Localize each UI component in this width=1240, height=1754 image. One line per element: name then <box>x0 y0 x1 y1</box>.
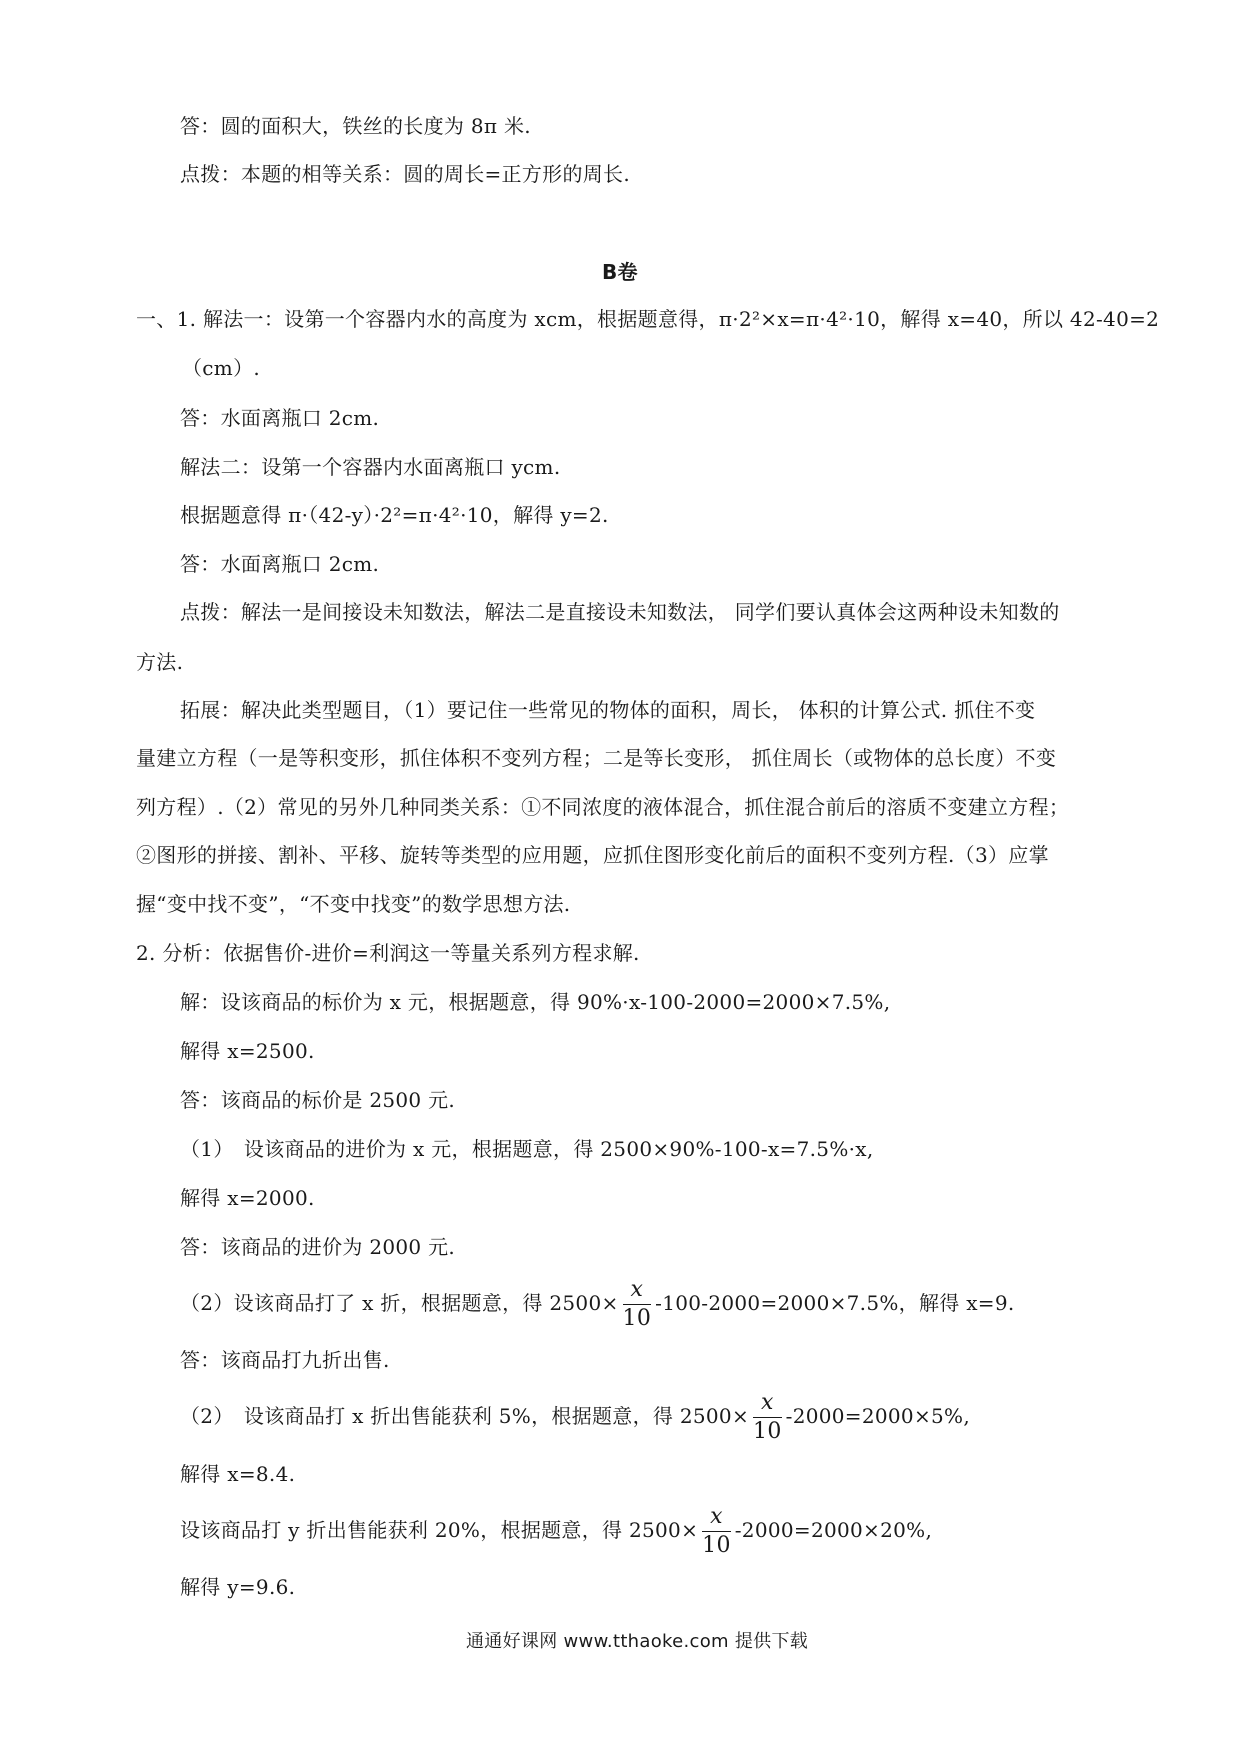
solution-line-with-fraction <box>180 1278 1015 1331</box>
text-segment: （2） 设该商品打 x 折出售能获利 5%，根据题意，得 2500× <box>180 1404 750 1429</box>
text-segment: （2）设该商品打了 x 折，根据题意，得 2500× <box>180 1291 619 1316</box>
fraction-denominator: 10 <box>702 1533 731 1559</box>
solution-line: 解：设该商品的标价为 x 元，根据题意，得 90%·x-100-2000=2000×7.5%, <box>180 990 891 1014</box>
hint-line: 点拨：本题的相等关系：圆的周长=正方形的周长. <box>180 162 631 186</box>
text-segment: 设该商品打 y 折出售能获利 20%，根据题意，得 2500× <box>180 1518 699 1543</box>
problem-1-solution-2: 解法二：设第一个容器内水面离瓶口 ycm. <box>180 455 561 479</box>
page-footer: 通通好课网 www.tthaoke.com 提供下载 <box>466 1631 809 1652</box>
result-line: 解得 x=8.4. <box>180 1462 296 1486</box>
answer-line: 答：圆的面积大，铁丝的长度为 8π 米. <box>180 114 531 138</box>
text-segment: -100-2000=2000×7.5%，解得 x=9. <box>655 1291 1015 1316</box>
answer-line: 答：水面离瓶口 2cm. <box>180 552 380 576</box>
fraction <box>753 1391 782 1444</box>
hint-line-cont: 方法. <box>136 650 184 674</box>
result-line: 解得 x=2000. <box>180 1186 315 1210</box>
result-line: 解得 y=9.6. <box>180 1575 296 1599</box>
extension-line: 握“变中找不变”，“不变中找变”的数学思想方法. <box>136 892 571 916</box>
fraction-denominator: 10 <box>622 1306 652 1332</box>
solution-line-with-fraction <box>180 1505 932 1558</box>
fraction <box>702 1505 731 1558</box>
answer-line: 答：该商品的进价为 2000 元. <box>180 1235 456 1259</box>
fraction <box>623 1278 652 1331</box>
problem-2-analysis: 2. 分析：依据售价-进价=利润这一等量关系列方程求解. <box>136 941 640 965</box>
answer-line: 答：该商品的标价是 2500 元. <box>180 1088 456 1112</box>
problem-1-unit: （cm）. <box>182 356 261 380</box>
fraction-numerator: x <box>623 1278 652 1305</box>
extension-line: 拓展：解决此类型题目，（1）要记住一些常见的物体的面积，周长， 体积的计算公式. 抓住不变 <box>180 698 1036 722</box>
fraction-numerator: x <box>702 1505 731 1532</box>
equation-line: 根据题意得 π·（42-y）·2²=π·4²·10，解得 y=2. <box>180 503 609 527</box>
solution-line: （1） 设该商品的进价为 x 元，根据题意，得 2500×90%-100-x=7.5%·x, <box>180 1137 874 1161</box>
text-segment: -2000=2000×20%, <box>734 1518 933 1543</box>
hint-line: 点拨：解法一是间接设未知数法，解法二是直接设未知数法， 同学们要认真体会这两种设未知数的 <box>180 600 1060 624</box>
fraction-numerator: x <box>753 1391 782 1418</box>
result-line: 解得 x=2500. <box>180 1039 315 1063</box>
problem-1-solution-1: 一、1. 解法一：设第一个容器内水的高度为 xcm，根据题意得，π·2²×x=π·4²·10，解得 x=40，所以 42-40=2 <box>136 307 1160 331</box>
extension-line: 量建立方程（一是等积变形，抓住体积不变列方程；二是等长变形， 抓住周长（或物体的总长度）不变 <box>136 746 1057 770</box>
extension-line: 列方程）.（2）常见的另外几种同类关系：①不同浓度的液体混合，抓住混合前后的溶质不变建立方程； <box>136 795 1070 819</box>
solution-line-with-fraction <box>180 1391 970 1444</box>
extension-line: ②图形的拼接、割补、平移、旋转等类型的应用题，应抓住图形变化前后的面积不变列方程.（3）应掌 <box>136 843 1049 867</box>
answer-line: 答：水面离瓶口 2cm. <box>180 406 380 430</box>
section-heading: B卷 <box>602 260 638 284</box>
answer-line: 答：该商品打九折出售. <box>180 1348 390 1372</box>
fraction-denominator: 10 <box>753 1419 782 1445</box>
text-segment: -2000=2000×5%, <box>785 1404 970 1429</box>
